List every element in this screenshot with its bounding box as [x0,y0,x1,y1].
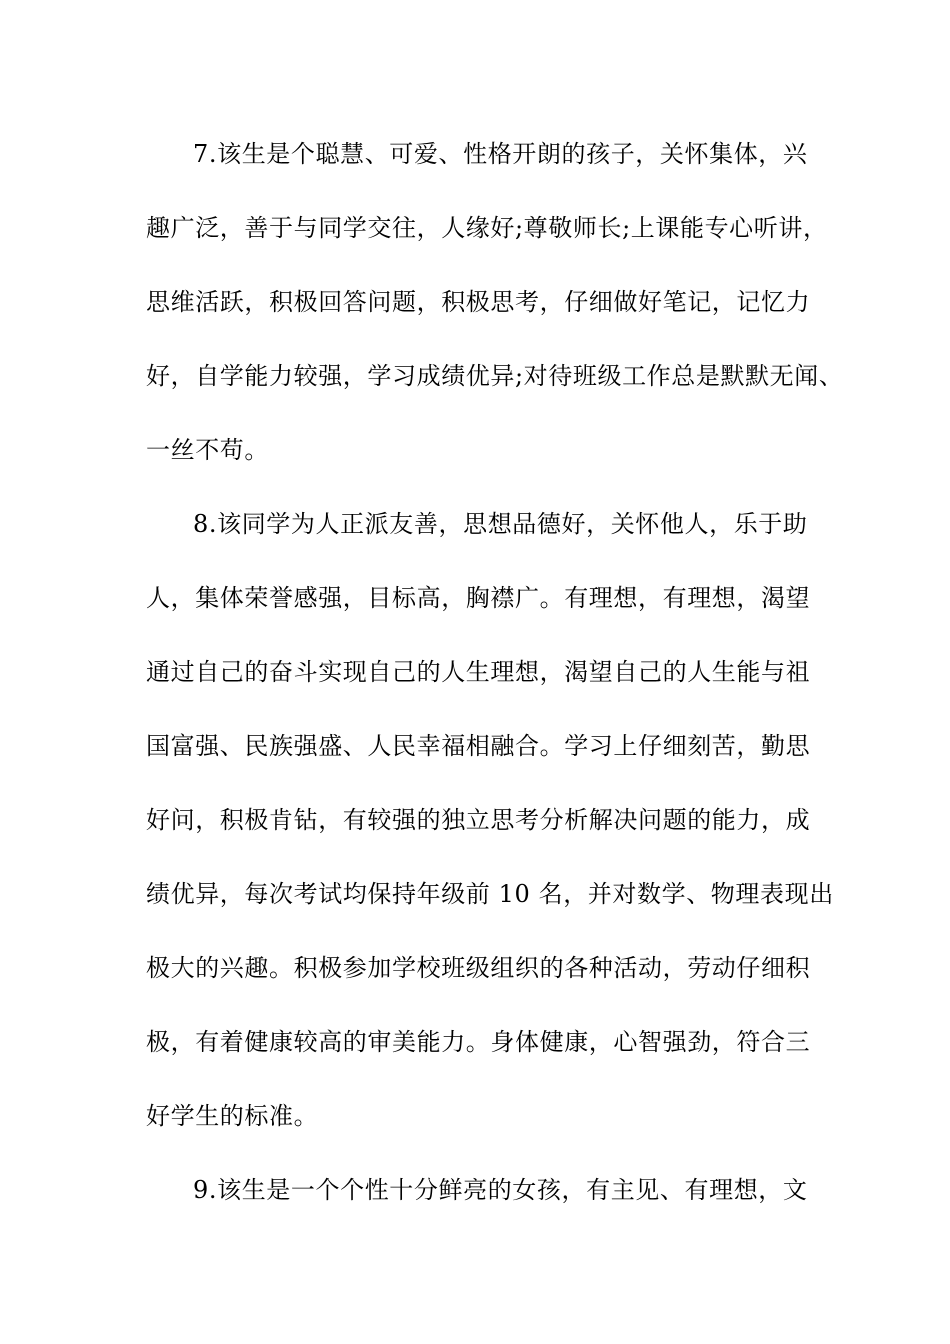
paragraph-7-line-3: 思维活跃，积极回答问题，积极思考，仔细做好笔记，记忆力 [146,288,811,316]
paragraph-8-line-4: 国富强、民族强盛、人民幸福相融合。学习上仔细刻苦，勤思 [146,732,811,760]
paragraph-7-line-2: 趣广泛，善于与同学交往，人缘好;尊敬师长;上课能专心听讲， [146,214,828,242]
paragraph-8-line-3: 通过自己的奋斗实现自己的人生理想，渴望自己的人生能与祖 [146,658,811,686]
paragraph-7-line-1: 7.该生是个聪慧、可爱、性格开朗的孩子，关怀集体，兴 [193,140,808,168]
paragraph-8-line-7: 极大的兴趣。积极参加学校班级组织的各种活动，劳动仔细积 [146,954,811,982]
paragraph-7-line-4: 好，自学能力较强，学习成绩优异;对待班级工作总是默默无闻、 [146,362,844,390]
paragraph-8-line-6: 绩优异，每次考试均保持年级前 10 名，并对数学、物理表现出 [146,880,834,908]
paragraph-9-line-1: 9.该生是一个个性十分鲜亮的女孩，有主见、有理想，文 [193,1176,808,1204]
paragraph-8-line-8: 极，有着健康较高的审美能力。身体健康，心智强劲，符合三 [146,1028,811,1056]
paragraph-8-line-1: 8.该同学为人正派友善，思想品德好，关怀他人，乐于助 [193,510,808,538]
paragraph-7-line-5: 一丝不苟。 [146,436,269,464]
paragraph-8-line-5: 好问，积极肯钻，有较强的独立思考分析解决问题的能力，成 [146,806,811,834]
paragraph-8-line-2: 人，集体荣誉感强，目标高，胸襟广。有理想，有理想，渴望 [146,584,811,612]
paragraph-8-line-9: 好学生的标准。 [146,1102,319,1130]
